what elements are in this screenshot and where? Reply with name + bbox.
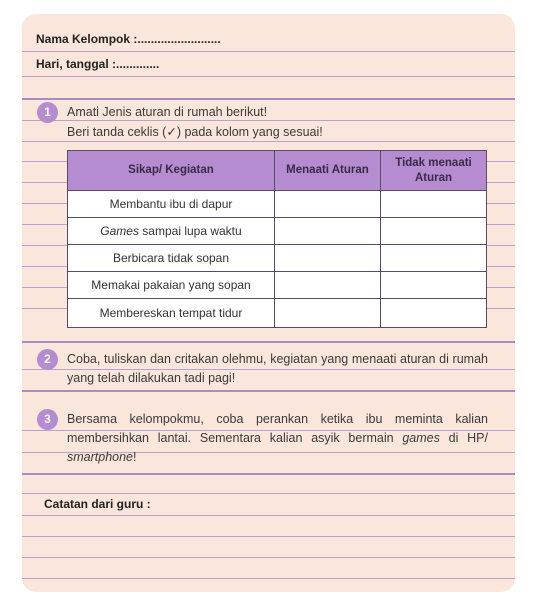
ruled-line [22, 473, 515, 475]
ruled-line [22, 51, 515, 52]
worksheet [22, 14, 515, 592]
obey-check-cell[interactable] [275, 218, 381, 245]
table-row [68, 299, 487, 328]
task3-instruction: Bersama kelompokmu, coba perankan ketika ibu meminta kalian membersihkan lantai. Sementara kalian asyik bermain games di HP/ smartphone! [67, 412, 488, 464]
activity-cell: Membereskan tempat tidur [68, 299, 275, 328]
activity-cell: Memakai pakaian yang sopan [68, 272, 275, 299]
ruled-line [22, 390, 515, 392]
task1-checklist-instruction: Beri tanda ceklis (✓) pada kolom yang sesuai! [67, 125, 323, 139]
rules-table [67, 150, 487, 328]
activity-cell: Membantu ibu di dapur [68, 191, 275, 218]
table-header-row [68, 151, 487, 191]
column-header: Tidak menaati Aturan [381, 151, 487, 191]
obey-check-cell[interactable] [275, 245, 381, 272]
table-row [68, 218, 487, 245]
disobey-check-cell[interactable] [381, 299, 487, 328]
table-row [68, 272, 487, 299]
ruled-line [22, 98, 515, 100]
teacher-notes-label: Catatan dari guru : [44, 497, 151, 511]
obey-check-cell[interactable] [275, 272, 381, 299]
task-number-badge: 2 [37, 349, 58, 370]
table-row [68, 245, 487, 272]
ruled-line [22, 557, 515, 558]
obey-check-cell[interactable] [275, 191, 381, 218]
activity-cell: Games sampai lupa waktu [68, 218, 275, 245]
task-number-badge: 3 [37, 409, 58, 430]
day-date-field: Hari, tanggal :............. [36, 57, 160, 71]
disobey-check-cell[interactable] [381, 272, 487, 299]
disobey-check-cell[interactable] [381, 245, 487, 272]
ruled-line [22, 341, 515, 343]
task-number-badge: 1 [37, 102, 58, 123]
task2-instruction: Coba, tuliskan dan critakan olehmu, kegiatan yang menaati aturan di rumah yang telah dilakukan tadi pagi! [67, 352, 488, 385]
group-name-field: Nama Kelompok :......................... [36, 32, 221, 46]
table-row [68, 191, 487, 218]
task1-instruction: Amati Jenis aturan di rumah berikut! [67, 105, 268, 119]
disobey-check-cell[interactable] [381, 191, 487, 218]
column-header: Menaati Aturan [275, 151, 381, 191]
column-header: Sikap/ Kegiatan [68, 151, 275, 191]
ruled-line [22, 536, 515, 537]
ruled-line [22, 76, 515, 77]
ruled-line [22, 493, 515, 494]
disobey-check-cell[interactable] [381, 218, 487, 245]
obey-check-cell[interactable] [275, 299, 381, 328]
activity-cell: Berbicara tidak sopan [68, 245, 275, 272]
ruled-line [22, 578, 515, 579]
ruled-line [22, 515, 515, 516]
